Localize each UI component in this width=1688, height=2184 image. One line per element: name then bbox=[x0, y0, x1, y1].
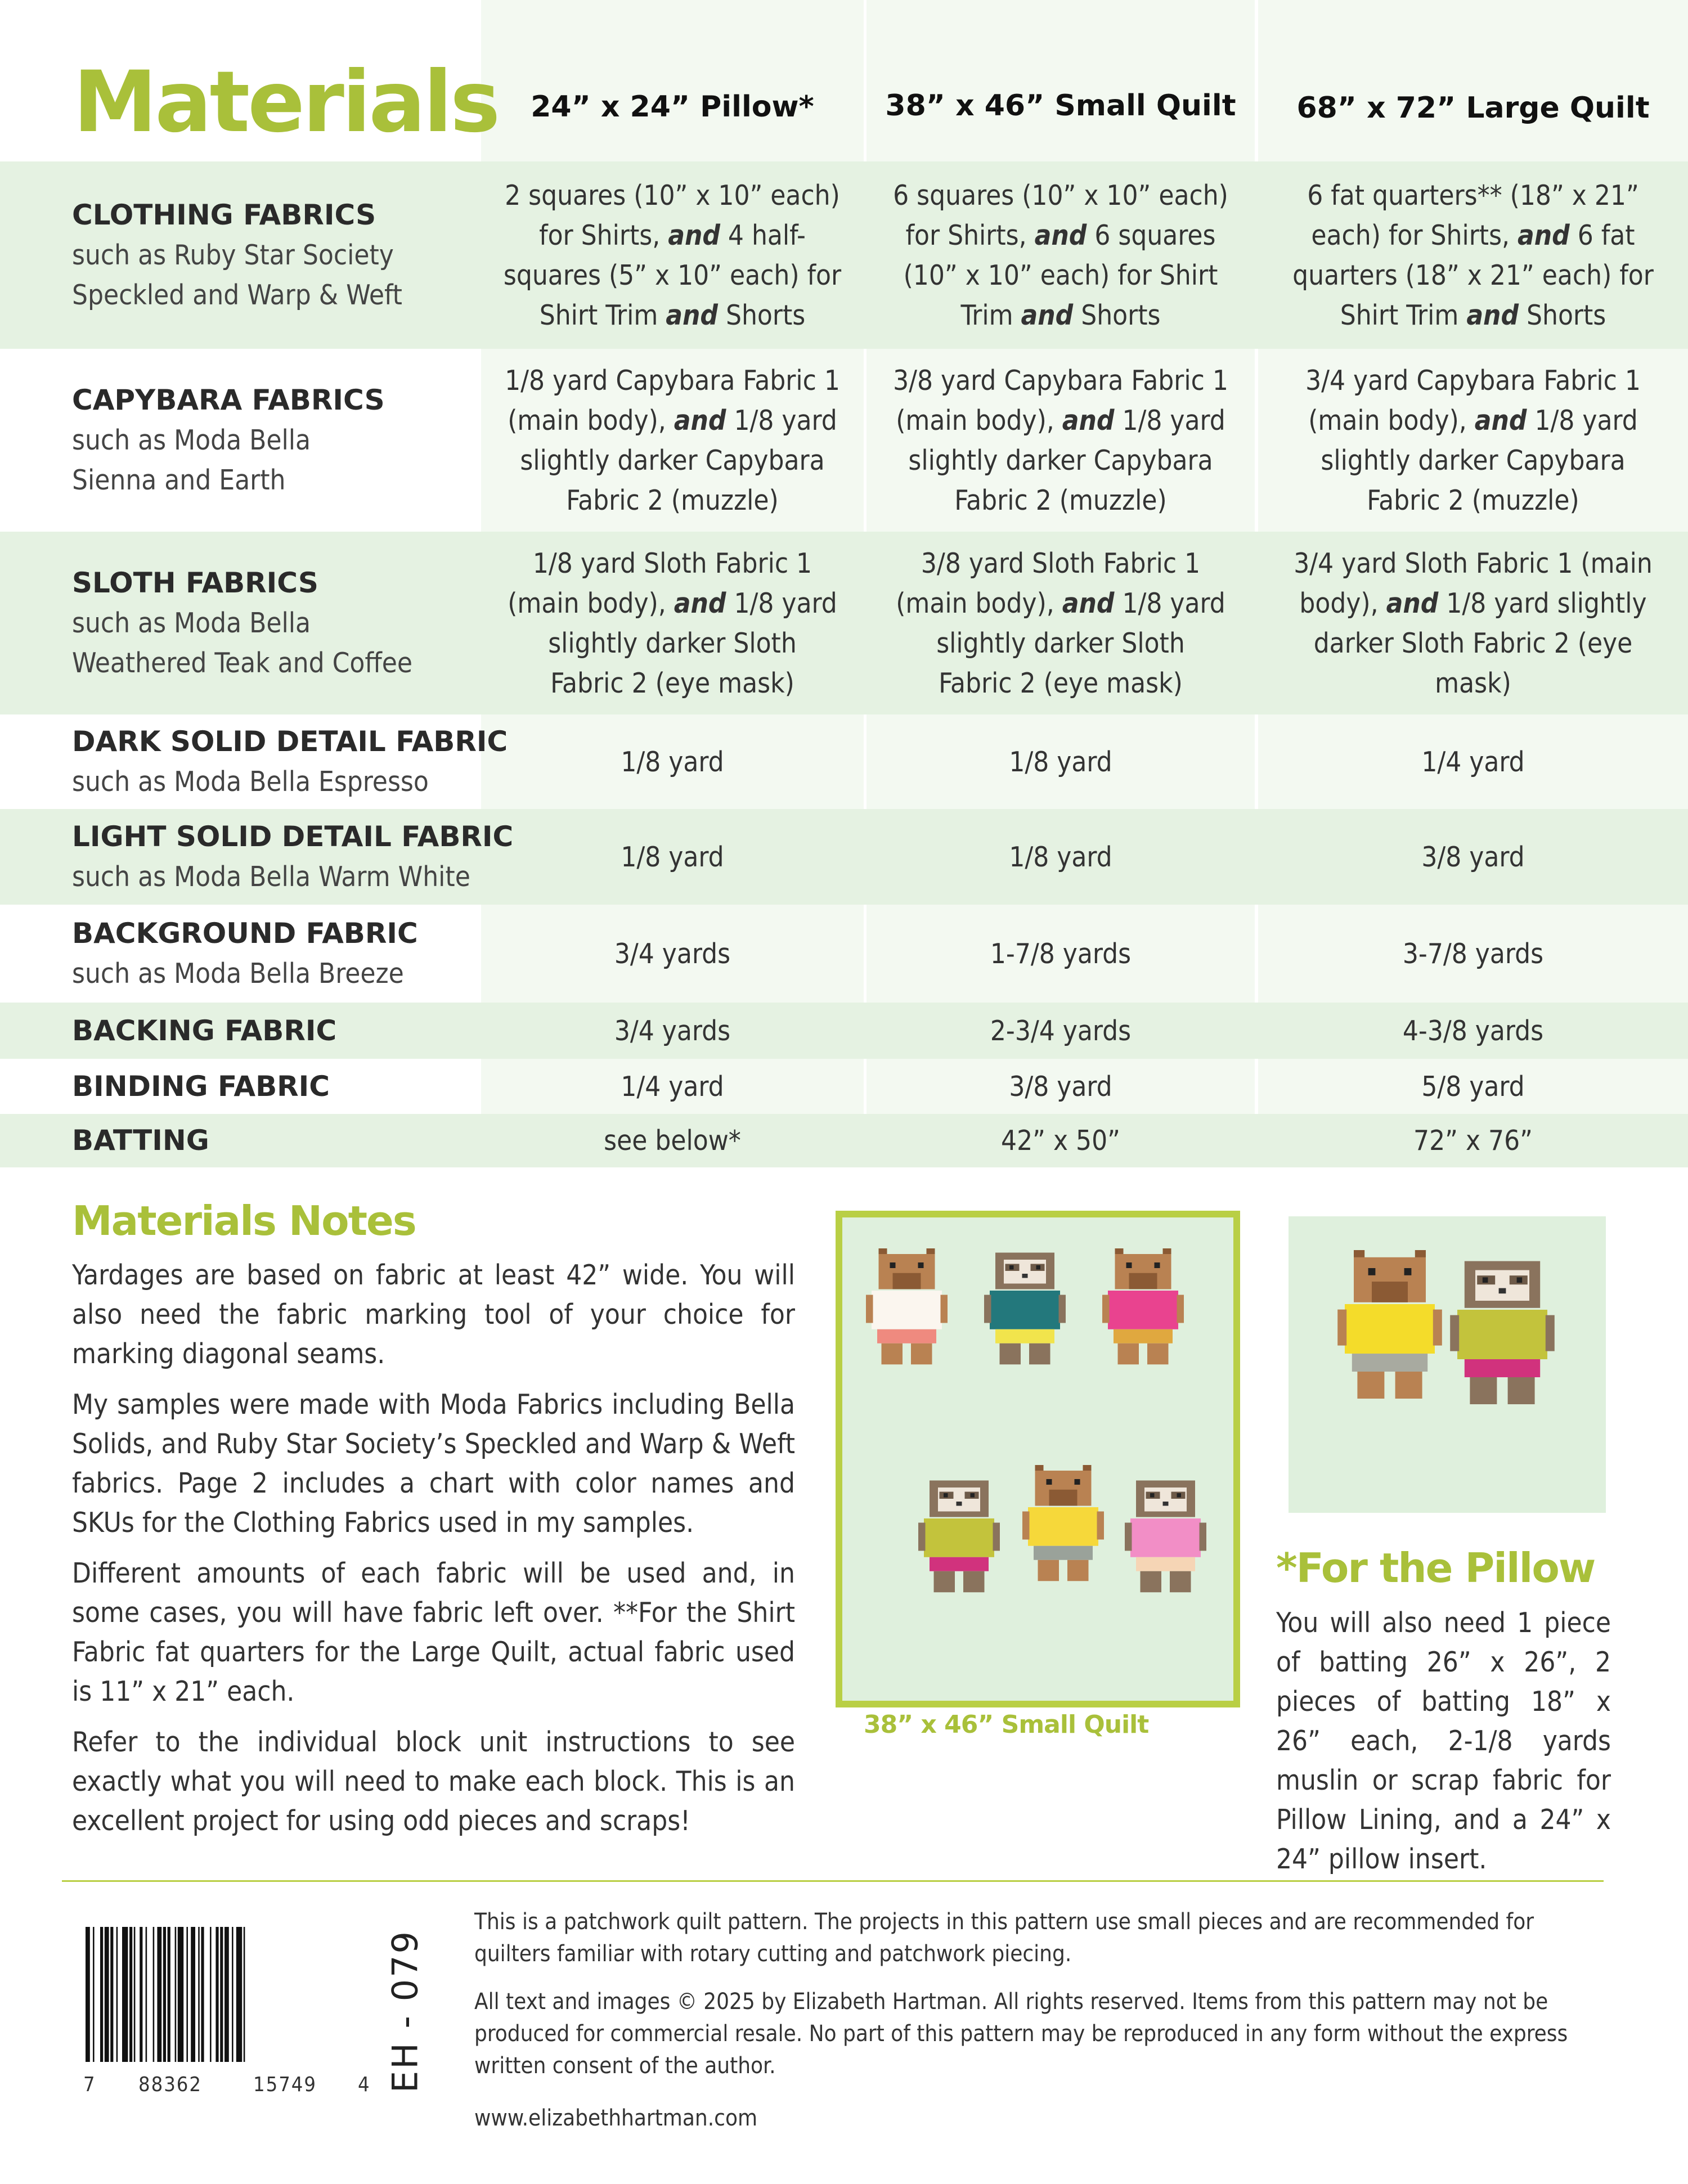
table-cell bbox=[1258, 714, 1688, 809]
table-cell bbox=[481, 532, 864, 714]
capybara-figure bbox=[1337, 1250, 1442, 1399]
cell-line: 2-3/4 yards bbox=[990, 1014, 1132, 1047]
barcode-bar bbox=[236, 1927, 242, 2062]
barcode-bar bbox=[140, 1927, 142, 2062]
sloth-figure bbox=[984, 1253, 1066, 1365]
barcode-bar bbox=[244, 1927, 245, 2062]
cell-line: Trim and Shorts bbox=[960, 299, 1161, 331]
barcode-bar bbox=[134, 1927, 136, 2062]
table-cell bbox=[867, 714, 1255, 809]
barcode-bar bbox=[225, 1927, 229, 2062]
cell-line: 72” x 76” bbox=[1413, 1125, 1533, 1157]
page-title: Materials bbox=[73, 53, 499, 151]
cell-line: 4-3/8 yards bbox=[1402, 1014, 1544, 1047]
footer-url: www.elizabethhartman.com bbox=[474, 2105, 758, 2131]
barcode-bar bbox=[220, 1927, 223, 2062]
cell-line: (main body), and 1/8 yard bbox=[508, 587, 837, 619]
capybara-figure bbox=[866, 1248, 948, 1364]
row-subtitle: Speckled and Warp & Weft bbox=[72, 279, 402, 311]
cell-line: 3/4 yard Capybara Fabric 1 bbox=[1305, 364, 1641, 397]
materials-notes-body bbox=[72, 1256, 795, 1841]
row-title: BACKING FABRIC bbox=[72, 1014, 337, 1047]
barcode-digits-group1: 88362 bbox=[138, 2073, 203, 2096]
cell-line: 3/8 yard bbox=[1009, 1070, 1112, 1103]
notes-paragraph: Different amounts of each fabric will be used and, in some cases, you will have fabric left over. **For the Shirt Fabric fat quarters for the Large Quilt, actual fabric used is 11” x 21” each. bbox=[72, 1557, 795, 1707]
barcode-bar bbox=[129, 1927, 132, 2062]
table-cell bbox=[1258, 1114, 1688, 1167]
table-cell bbox=[1258, 809, 1688, 905]
table-cell bbox=[481, 714, 864, 809]
row-subtitle: such as Moda Bella bbox=[72, 607, 311, 639]
pattern-sku: EH - 079 bbox=[384, 1930, 426, 2093]
barcode-bar bbox=[122, 1927, 128, 2062]
column-heading-large-quilt: 68” x 72” Large Quilt bbox=[1296, 91, 1650, 125]
table-cell bbox=[1258, 532, 1688, 714]
row-subtitle: such as Moda Bella bbox=[72, 424, 311, 456]
row-subtitle: Sienna and Earth bbox=[72, 464, 286, 496]
row-label bbox=[72, 195, 402, 315]
table-cell bbox=[481, 1114, 864, 1167]
barcode-bar bbox=[157, 1927, 161, 2062]
cell-line: Fabric 2 (muzzle) bbox=[566, 484, 779, 516]
cell-line: 1/8 yard bbox=[1009, 841, 1112, 873]
table-cell bbox=[867, 161, 1255, 349]
barcode-bar bbox=[198, 1927, 200, 2062]
cell-line: 3-7/8 yards bbox=[1402, 937, 1544, 970]
cell-line: quarters (18” x 21” each) for bbox=[1292, 259, 1654, 291]
barcode-bar bbox=[168, 1927, 170, 2062]
cell-line: 42” x 50” bbox=[1001, 1125, 1120, 1157]
barcode-bar bbox=[105, 1927, 109, 2062]
capybara-figure bbox=[1022, 1465, 1104, 1581]
row-subtitle: such as Moda Bella Breeze bbox=[72, 958, 404, 990]
cell-line: 1/8 yard bbox=[621, 841, 724, 873]
cell-line: 3/4 yard Sloth Fabric 1 (main bbox=[1294, 547, 1653, 579]
capybara-figure bbox=[1102, 1248, 1184, 1364]
cell-line: for Shirts, and 6 squares bbox=[905, 219, 1216, 251]
barcode-bar bbox=[163, 1927, 166, 2062]
cell-line: see below* bbox=[604, 1125, 741, 1157]
cell-line: slightly darker Capybara bbox=[1321, 444, 1626, 477]
cell-line: 3/8 yard Capybara Fabric 1 bbox=[893, 364, 1228, 397]
cell-line: Fabric 2 (eye mask) bbox=[939, 667, 1183, 699]
sloth-figure bbox=[1125, 1481, 1206, 1593]
row-title: CAPYBARA FABRICS bbox=[72, 384, 385, 416]
cell-line: darker Sloth Fabric 2 (eye bbox=[1313, 627, 1633, 659]
row-label bbox=[72, 914, 418, 994]
cell-line: squares (5” x 10” each) for bbox=[503, 259, 842, 291]
cell-line: (main body), and 1/8 yard bbox=[896, 587, 1225, 619]
barcode-bar bbox=[93, 1927, 95, 2062]
cell-line: 5/8 yard bbox=[1421, 1070, 1525, 1103]
cell-line: Fabric 2 (muzzle) bbox=[954, 484, 1167, 516]
table-cell bbox=[1258, 1003, 1688, 1059]
table-cell bbox=[481, 349, 864, 532]
pillow-text: You will also need 1 piece of batting 26” x 26”, 2 pieces of batting 18” x 26” each, 2-1/8 yards muslin or scrap fabric for Pillow Lining, and a 24” x 24” pillow insert. bbox=[1276, 1607, 1611, 1875]
row-subtitle: such as Moda Bella Warm White bbox=[72, 861, 470, 893]
cell-line: for Shirts, and 4 half- bbox=[539, 219, 806, 251]
cell-line: 3/8 yard bbox=[1421, 841, 1525, 873]
barcode-bar bbox=[100, 1927, 103, 2062]
cell-line: 1/4 yard bbox=[1421, 745, 1525, 778]
cell-line: Fabric 2 (muzzle) bbox=[1367, 484, 1579, 516]
row-title: BINDING FABRIC bbox=[72, 1069, 330, 1103]
notes-paragraph: Refer to the individual block unit instructions to see exactly what you will need to make each block. This is an excellent project for using odd pieces and scraps! bbox=[72, 1726, 795, 1837]
row-subtitle: Weathered Teak and Coffee bbox=[72, 647, 412, 679]
row-title: BACKGROUND FABRIC bbox=[72, 917, 418, 950]
cell-line: 2 squares (10” x 10” each) bbox=[505, 179, 840, 212]
pillow-image bbox=[1289, 1216, 1606, 1513]
barcode-bar bbox=[146, 1927, 147, 2062]
barcode-digit-left: 7 bbox=[83, 2073, 95, 2096]
table-cell bbox=[867, 1059, 1255, 1114]
row-title: CLOTHING FABRICS bbox=[72, 199, 376, 231]
row-label bbox=[72, 563, 412, 683]
table-cell bbox=[1258, 1059, 1688, 1114]
sloth-figure bbox=[1450, 1261, 1555, 1404]
notes-paragraph: My samples were made with Moda Fabrics including Bella Solids, and Ruby Star Society’s Speckled and Warp & Weft fabrics. Page 2 includes a chart with color names and SKUs for the Clothing Fabrics used in my samples. bbox=[72, 1388, 795, 1539]
barcode-bar bbox=[232, 1927, 234, 2062]
barcode-bar bbox=[216, 1927, 218, 2062]
barcode-bar bbox=[178, 1927, 183, 2062]
cell-line: each) for Shirts, and 6 fat bbox=[1311, 219, 1635, 251]
row-label bbox=[72, 817, 513, 897]
small-quilt-illustration bbox=[842, 1217, 1233, 1701]
table-cell bbox=[867, 905, 1255, 1003]
barcode-bar bbox=[210, 1927, 212, 2062]
row-subtitle: such as Ruby Star Society bbox=[72, 239, 394, 271]
cell-line: 3/8 yard Sloth Fabric 1 bbox=[921, 547, 1201, 579]
table-cell bbox=[481, 161, 864, 349]
sloth-figure bbox=[918, 1481, 1000, 1593]
cell-line: 1-7/8 yards bbox=[990, 937, 1132, 970]
barcode-bar bbox=[175, 1927, 177, 2062]
cell-line: (10” x 10” each) for Shirt bbox=[903, 259, 1218, 291]
row-label bbox=[72, 1121, 209, 1161]
cell-line: (main body), and 1/8 yard bbox=[508, 404, 837, 437]
row-title: DARK SOLID DETAIL FABRIC bbox=[72, 725, 508, 758]
cell-line: 1/8 yard bbox=[621, 745, 724, 778]
footer-copyright: All text and images © 2025 by Elizabeth Hartman. All rights reserved. Items from this pattern may not be produced for commercial resale. No part of this pattern may be reproduced in any form without the express written consent of the author. bbox=[474, 1989, 1568, 2079]
cell-line: slightly darker Sloth bbox=[548, 627, 797, 659]
table-cell bbox=[867, 809, 1255, 905]
cell-line: body), and 1/8 yard slightly bbox=[1299, 587, 1647, 619]
cell-line: 1/8 yard bbox=[1009, 745, 1112, 778]
table-cell bbox=[481, 905, 864, 1003]
footer-pattern-note: This is a patchwork quilt pattern. The projects in this pattern use small pieces and are recommended for quilters familiar with rotary cutting and patchwork piecing. bbox=[474, 1909, 1534, 1967]
small-quilt-caption: 38” x 46” Small Quilt bbox=[864, 1710, 1149, 1739]
barcode-bar bbox=[116, 1927, 118, 2062]
row-label bbox=[72, 722, 508, 802]
table-cell bbox=[481, 1003, 864, 1059]
row-title: BATTING bbox=[72, 1124, 209, 1157]
cell-line: Shirt Trim and Shorts bbox=[539, 299, 806, 331]
column-heading-small-quilt: 38” x 46” Small Quilt bbox=[885, 89, 1236, 123]
table-cell bbox=[481, 1059, 864, 1114]
cell-line: 3/4 yards bbox=[614, 1014, 731, 1047]
table-cell bbox=[1258, 905, 1688, 1003]
pillow-illustration bbox=[1289, 1216, 1606, 1513]
row-subtitle: such as Moda Bella Espresso bbox=[72, 766, 429, 798]
row-title: LIGHT SOLID DETAIL FABRIC bbox=[72, 820, 514, 853]
pillow-heading: *For the Pillow bbox=[1276, 1544, 1595, 1592]
cell-line: slightly darker Capybara bbox=[908, 444, 1213, 477]
materials-notes-heading: Materials Notes bbox=[72, 1197, 416, 1244]
barcode-bar bbox=[110, 1927, 113, 2062]
barcode-bar bbox=[191, 1927, 195, 2062]
cell-line: Shirt Trim and Shorts bbox=[1340, 299, 1606, 331]
footer-divider bbox=[62, 1880, 1604, 1882]
table-cell bbox=[867, 1114, 1255, 1167]
cell-line: (main body), and 1/8 yard bbox=[1308, 404, 1638, 437]
table-cell bbox=[481, 809, 864, 905]
table-cell bbox=[1258, 161, 1688, 349]
barcode-bars bbox=[84, 1927, 371, 2076]
cell-line: (main body), and 1/8 yard bbox=[896, 404, 1225, 437]
cell-line: 6 squares (10” x 10” each) bbox=[893, 179, 1228, 212]
cell-line: Fabric 2 (eye mask) bbox=[550, 667, 794, 699]
barcode bbox=[84, 1927, 371, 2098]
barcode-digit-right: 4 bbox=[358, 2073, 370, 2096]
table-cell bbox=[867, 1003, 1255, 1059]
cell-line: mask) bbox=[1435, 667, 1511, 699]
column-heading-pillow: 24” x 24” Pillow* bbox=[531, 90, 814, 124]
table-cell bbox=[1258, 349, 1688, 532]
small-quilt-image bbox=[836, 1211, 1240, 1707]
cell-line: slightly darker Sloth bbox=[936, 627, 1185, 659]
barcode-bar bbox=[153, 1927, 155, 2062]
table-cell bbox=[867, 349, 1255, 532]
cell-line: 6 fat quarters** (18” x 21” bbox=[1307, 179, 1639, 212]
cell-line: 3/4 yards bbox=[614, 937, 731, 970]
notes-paragraph: Yardages are based on fabric at least 42” wide. You will also need the fabric marking tool of your choice for marking diagonal seams. bbox=[72, 1259, 795, 1370]
cell-line: slightly darker Capybara bbox=[520, 444, 825, 477]
row-label bbox=[72, 380, 385, 500]
row-label bbox=[72, 1011, 336, 1051]
barcode-bar bbox=[201, 1927, 204, 2062]
barcode-digits-group2: 15749 bbox=[253, 2073, 317, 2096]
table-cell bbox=[867, 532, 1255, 714]
barcode-bar bbox=[186, 1927, 188, 2062]
barcode-bar bbox=[86, 1927, 90, 2062]
row-title: SLOTH FABRICS bbox=[72, 567, 318, 599]
cell-line: 1/4 yard bbox=[621, 1070, 724, 1103]
cell-line: 1/8 yard Sloth Fabric 1 bbox=[532, 547, 812, 579]
row-label bbox=[72, 1067, 330, 1107]
cell-line: 1/8 yard Capybara Fabric 1 bbox=[505, 364, 840, 397]
